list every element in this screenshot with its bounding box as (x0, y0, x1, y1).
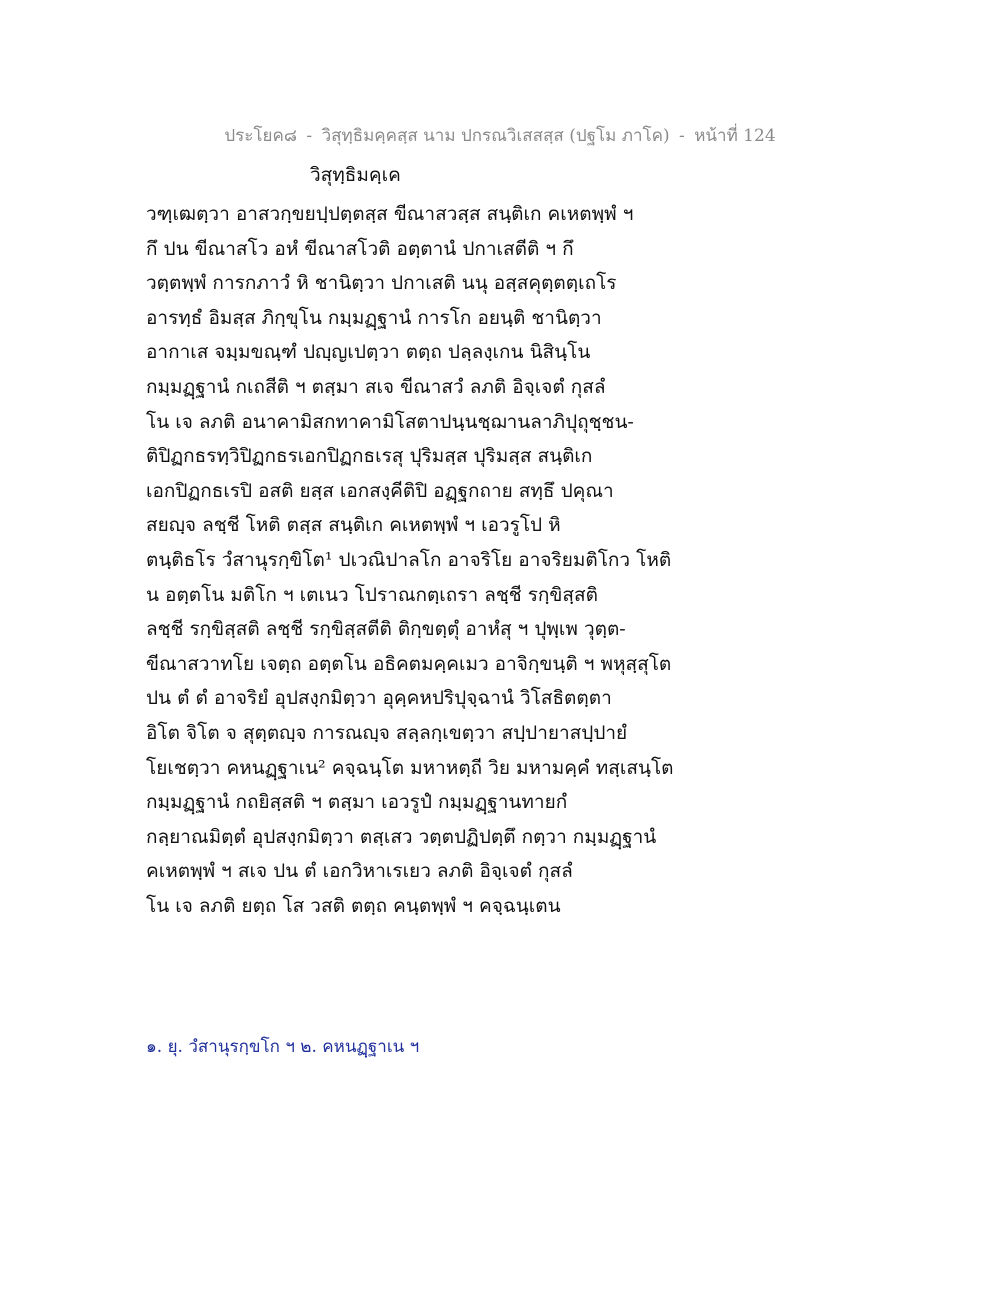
text-line: กมฺมฏฺฐานํ กเถสีติ ฯ ตสฺมา สเจ ขีณาสวํ ลภติ อิจฺเจตํ กุสลํ (146, 375, 606, 398)
text-line: คเหตพฺพํ ฯ สเจ ปน ตํ เอกวิหาเรเยว ลภติ อิจฺเจตํ กุสลํ (146, 860, 573, 883)
text-line: อารทฺธํ อิมสฺส ภิกฺขุโน กมฺมฏฺฐานํ การโก อยนฺติ ชานิตฺวา (146, 306, 602, 329)
text-line: ลชฺชี รกฺขิสฺสติ ลชฺชี รกฺขิสฺสตีติ ติกฺขตฺตุํ อาหํสุ ฯ ปุพฺเพ วุตฺต- (146, 618, 626, 641)
header-separator-2: - (679, 126, 685, 146)
body-text (146, 197, 673, 923)
section-title: วิสุทฺธิมคฺเค (310, 164, 401, 186)
text-line: ติปิฏกธรทฺวิปิฏกธรเอกปิฏกธเรสุ ปุริมสฺส ปุริมสฺส สนฺติเก (146, 445, 593, 468)
text-line: กมฺมฏฺฐานํ กถยิสฺสติ ฯ ตสฺมา เอวรูปํ กมฺมฏฺฐานทายกํ (146, 791, 568, 814)
header-title: วิสุทฺธิมคฺคสฺส นาม ปกรณวิเสสสฺส (ปฐโม ภาโค) (321, 126, 670, 146)
header-book: ประโยค๘ (224, 126, 297, 146)
text-line: ตนฺติธโร วํสานุรกฺขิโต¹ ปเวณิปาลโก อาจริโย อาจริยมติโกว โหติ (146, 548, 672, 571)
text-line: วตฺตพฺพํ การกภาวํ หิ ชานิตฺวา ปกาเสติ นนุ อสฺสคุตฺตตฺเถโร (146, 272, 617, 295)
text-line: โยเชตฺวา คหนฏฺฐาเน² คจฺฉนฺโต มหาหตฺถี วิย มหามคฺคํ ทสฺเสนฺโต (146, 756, 674, 779)
text-line: อากาเส จมฺมขณฺฑํ ปญฺญเปตฺวา ตตฺถ ปลฺลงฺเกน นิสินฺโน (146, 341, 591, 364)
text-line: ปน ตํ ตํ อาจริยํ อุปสงฺกมิตฺวา อุคฺคหปริปุจฺฉานํ วิโสธิตตฺตา (146, 687, 612, 710)
text-line: ขีณาสวาทโย เจตฺถ อตฺตโน อธิคตมคฺคเมว อาจิกฺขนฺติ ฯ พหุสฺสุโต (146, 652, 672, 675)
text-line: เอกปิฏกธเรปิ อสติ ยสฺส เอกสงฺคีติปิ อฏฺฐกถาย สทฺธึ ปคุณา (146, 479, 614, 502)
text-line: อิโต จิโต จ สุตฺตญฺจ การณญฺจ สลฺลกฺเขตฺวา สปฺปายาสปฺปายํ (146, 721, 628, 744)
text-line: น อตฺตโน มติโก ฯ เตเนว โปราณกตฺเถรา ลชฺชี รกฺขิสฺสติ (146, 583, 598, 606)
running-header (0, 122, 1000, 149)
text-line: สยญฺจ ลชฺชี โหติ ตสฺส สนฺติเก คเหตพฺพํ ฯ เอวรูโป หิ (146, 514, 561, 537)
header-page-label: หน้าที่ 124 (694, 126, 776, 146)
text-line: โน เจ ลภติ อนาคามิสกทาคามิโสตาปนฺนชฺฌานลาภิปุถุชฺชน- (146, 410, 634, 433)
text-line: กึ ปน ขีณาสโว อหํ ขีณาสโวติ อตฺตานํ ปกาเสตีติ ฯ กึ (146, 237, 574, 260)
header-separator: - (306, 126, 313, 146)
text-line: วฑฺเฒตฺวา อาสวกฺขยปฺปตฺตสฺส ขีณาสวสฺส สนฺติเก คเหตพฺพํ ฯ (146, 203, 634, 225)
footnote: ๑. ยุ. วํสานุรกฺขโก ฯ ๒. คหนฏฺฐาเน ฯ (146, 1037, 420, 1057)
text-line: กลฺยาณมิตฺตํ อุปสงฺกมิตฺวา ตสฺเสว วตฺตปฏิปตฺตึ กตฺวา กมฺมฏฺฐานํ (146, 825, 657, 848)
text-line: โน เจ ลภติ ยตฺถ โส วสติ ตตฺถ คนฺตพฺพํ ฯ คจฺฉนฺเตน (146, 894, 561, 917)
